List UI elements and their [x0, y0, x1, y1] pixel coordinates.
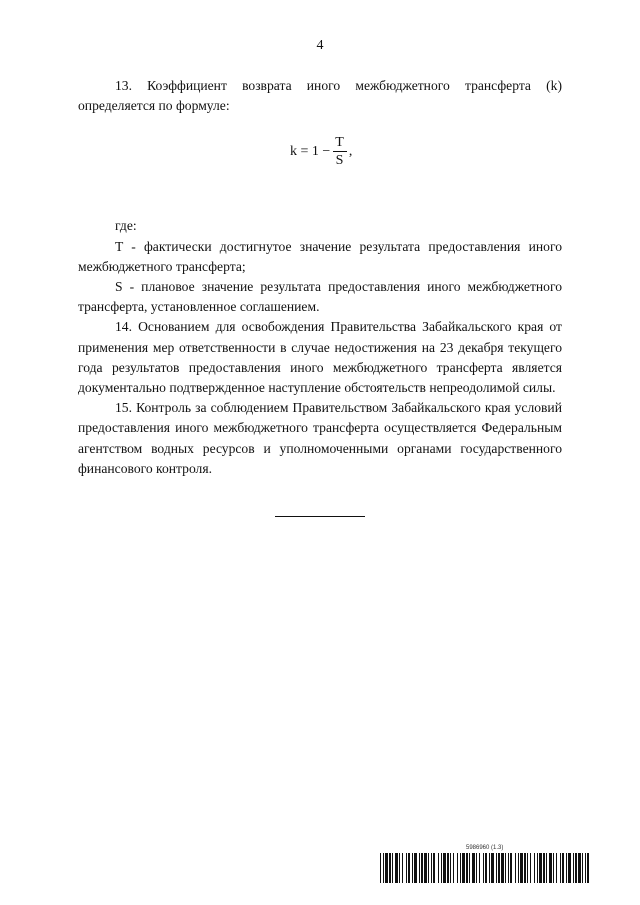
- paragraph-13: 13. Коэффициент возврата иного межбюджетного трансферта (k) определяется по формуле:: [78, 78, 562, 114]
- s-definition: S - плановое значение результата предоставления иного межбюджетного трансферта, установленное соглашением.: [78, 279, 562, 315]
- document-body: [78, 76, 562, 479]
- formula-block: [78, 124, 562, 200]
- formula: [290, 134, 352, 169]
- barcode-number: 5986960 (1.3): [466, 845, 504, 851]
- end-rule: [275, 516, 365, 517]
- formula-lhs: k = 1 −: [290, 143, 331, 159]
- formula-numerator: T: [335, 135, 344, 151]
- page-number: 4: [316, 38, 324, 53]
- barcode: [380, 853, 592, 883]
- paragraph-15: 15. Контроль за соблюдением Правительством Забайкальского края условий предоставления иного межбюджетного трансферта осуществляется Федеральным агентством водных ресурсов и уполномоченными органами государственного финансового контроля.: [78, 400, 562, 476]
- paragraph-14: 14. Основанием для освобождения Правительства Забайкальского края от применения мер ответственности в случае недостижения на 23 декабря текущего года результатов предоставления иного межбюджетного трансферта является документально подтвержденное наступление обстоятельств непреодолимой силы.: [78, 319, 562, 396]
- formula-trailing-comma: ,: [348, 143, 353, 159]
- formula-fraction: [332, 134, 347, 169]
- t-definition: T - фактически достигнутое значение результата предоставления иного межбюджетного трансферта;: [78, 238, 562, 274]
- where-label: где:: [115, 218, 137, 234]
- formula-denominator: S: [335, 153, 344, 169]
